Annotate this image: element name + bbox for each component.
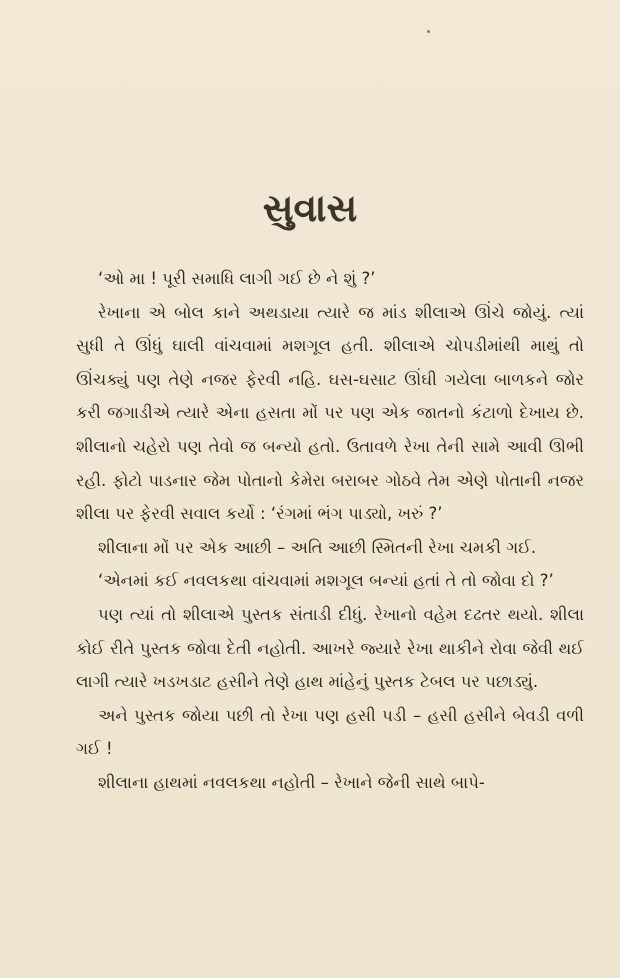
body-text	[76, 262, 584, 800]
paragraph: પણ ત્યાં તો શીલાએ પુસ્તક સંતાડી દીધું. રેખાનો વહેમ દઢતર થયો. શીલા કોઈ રીતે પુસ્તક જોવા દેતી નહોતી. આખરે જ્યારે રેખા થાકીને રોવા જેવી થઈ લાગી ત્યારે ખડખડાટ હસીને તેણે હાથ માંહેનું પુસ્તક ટેબલ પર પછાડ્યું.	[76, 604, 584, 692]
paragraph: અને પુસ્તક જોયા પછી તો રેખા પણ હસી પડી – હસી હસીને બેવડી વળી ગઈ !	[76, 705, 584, 759]
paper-speck	[427, 30, 430, 33]
paragraph: શીલાના મોં પર એક આછી – અતિ આછી સ્મિતની રેખા ચમકી ગઈ.	[98, 537, 537, 557]
paragraph: રેખાના એ બોલ કાને અથડાયા ત્યારે જ માંડ શીલાએ ઊંચે જોયું. ત્યાં સુધી તે ઊંધું ઘાલી વાંચવામાં મશગૂલ હતી. શીલાએ ચોપડીમાંથી માથું તો ઊંચક્યું પણ તેણે નજર ફેરવી નહિ. ઘસ-ઘસાટ ઊંઘી ગયેલા બાળકને જોર કરી જગાડીએ ત્યારે એના હસતા મોં પર પણ એક જાતનો કંટાળો દેખાય છે. શીલાનો ચહેરો પણ તેવો જ બન્યો હતો. ઉતાવળે રેખા તેની સામે આવી ઊભી રહી. ફોટો પાડનાર જેમ પોતાનો કેમેરા બરાબર ગોઠવે તેમ એણે પોતાની નજર શીલા પર ફેરવી સવાલ કર્યો : ‘રંગમાં ભંગ પાડ્યો, ખરું ?’	[76, 302, 584, 524]
paragraph: શીલાના હાથમાં નવલકથા નહોતી – રેખાને જેની સાથે બાપે-	[98, 772, 485, 792]
paragraph: ‘એનમાં કઈ નવલકથા વાંચવામાં મશગૂલ બન્યાં હતાં તે તો જોવા દો ?’	[98, 571, 554, 591]
chapter-title: સુવાસ	[262, 186, 358, 230]
paragraph: ‘ઓ મા ! પૂરી સમાધિ લાગી ગઈ છે ને શું ?’	[98, 269, 376, 288]
